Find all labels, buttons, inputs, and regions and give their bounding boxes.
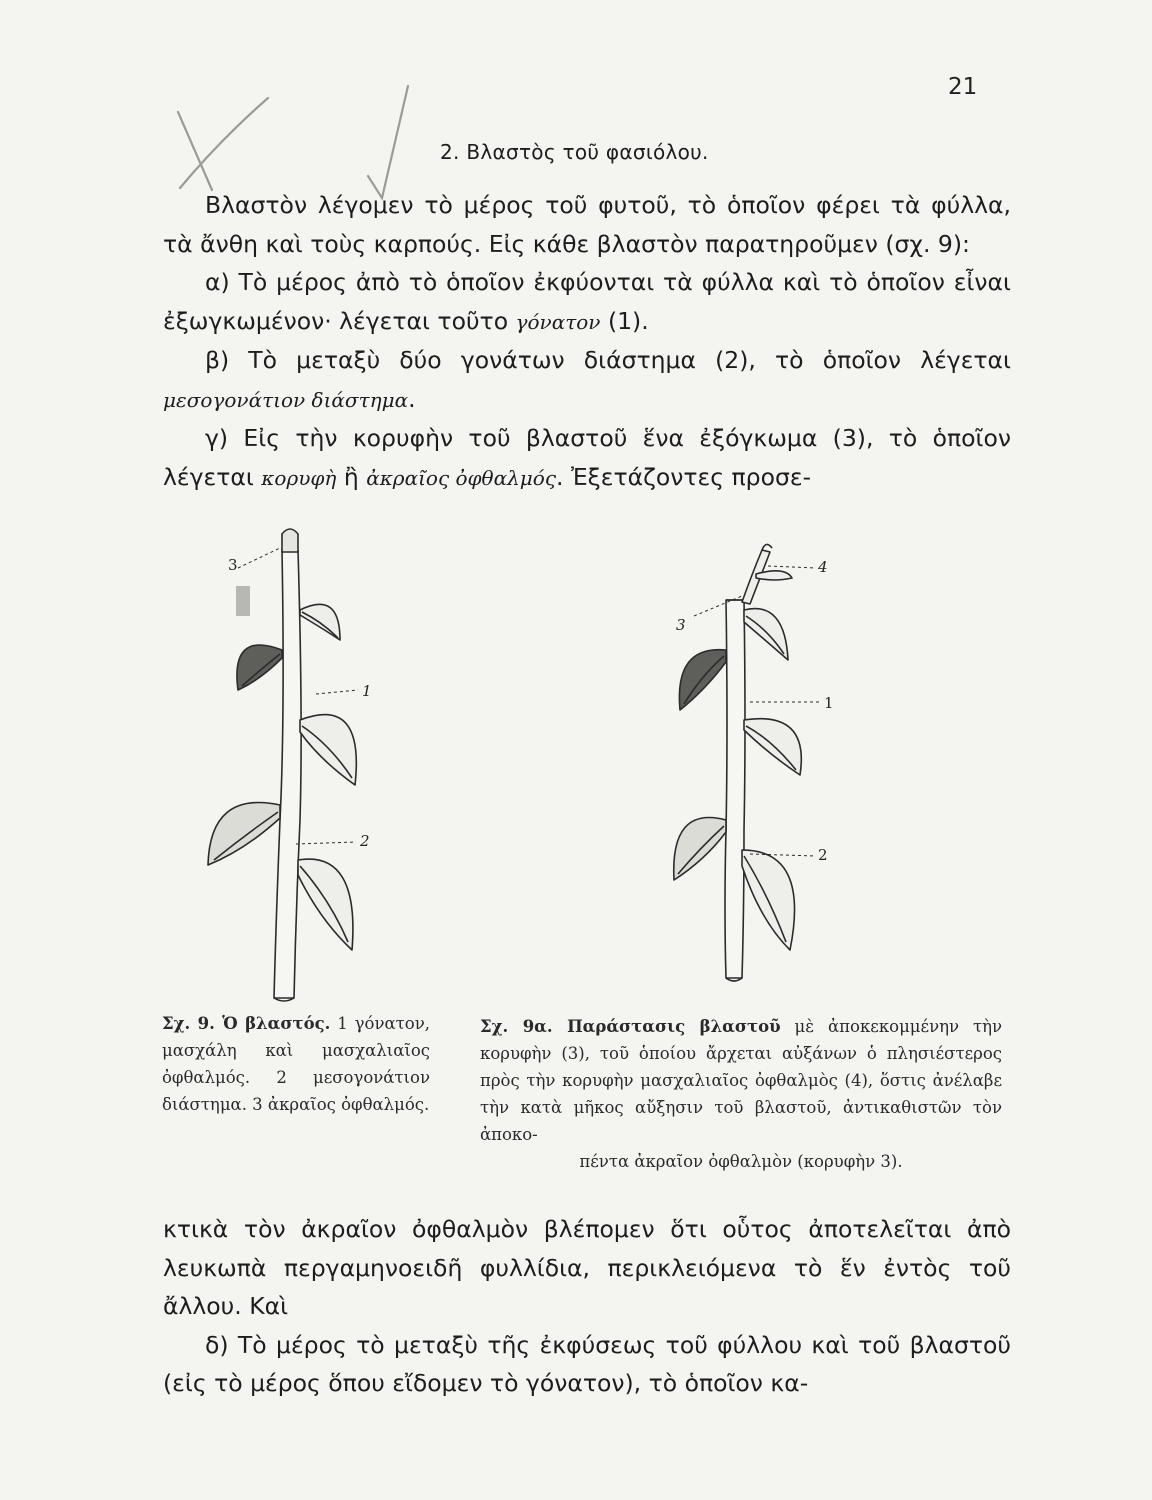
text-run: β) Τὸ μεταξὺ δύο γονάτων διάστημα (2), τὸ ὁποῖον λέγεται <box>205 346 1011 374</box>
figure-9a-caption-last-line: πέντα ἀκραῖον ὀφθαλμὸν (κορυφὴν 3). <box>579 1152 903 1171</box>
label-1: 1 <box>824 694 834 712</box>
text-run: ἢ <box>336 462 367 491</box>
paragraph-d <box>163 1326 1011 1403</box>
paragraph-a <box>163 263 1011 341</box>
stem <box>274 550 301 998</box>
body-text-bottom <box>163 1210 1011 1403</box>
text-run: (1). <box>600 306 649 335</box>
label-2: 2 <box>818 846 828 864</box>
label-4: 4 <box>818 558 828 576</box>
text-run: α) Τὸ μέρος ἀπὸ τὸ ὁποῖον ἐκφύονται τὰ φύλλα καὶ τὸ ὁποῖον εἶναι ἐξωγκωμένον· λέγεται τοῦτο <box>163 268 1011 335</box>
page-number: 21 <box>948 74 978 100</box>
paragraph-c <box>163 419 1011 497</box>
label-3: 3 <box>228 556 238 574</box>
paragraph-continuation <box>163 1210 1011 1326</box>
leaf <box>744 609 788 660</box>
text-run: γ) Εἰς τὴν κορυφὴν τοῦ βλαστοῦ ἕνα ἐξόγκωμα (3), τὸ ὁποῖον λέγεται <box>163 424 1011 491</box>
figure-9a-caption <box>480 1013 1002 1175</box>
figure-9-stem-drawing <box>190 520 410 1010</box>
term-koryfi: κορυφὴ <box>261 465 337 490</box>
figure-9-caption <box>162 1010 430 1118</box>
leaf <box>237 645 282 690</box>
text-run: . <box>408 384 416 413</box>
text-run: δ) Τὸ μέρος τὸ μεταξὺ τῆς ἐκφύσεως τοῦ φύλλου καὶ τοῦ βλαστοῦ (εἰς τὸ μέρος ὅπου εἴδομεν τὸ γόνατον), τὸ ὁποῖον κα- <box>163 1330 1011 1397</box>
leaf <box>756 571 792 580</box>
label-2: 2 <box>360 832 370 850</box>
label-3: 3 <box>676 616 686 634</box>
paragraph-intro <box>163 186 1011 263</box>
label-1: 1 <box>362 682 372 700</box>
term-akraios-ofthalmos: ἀκραῖος ὀφθαλμός <box>366 465 557 490</box>
term-gonaton: γόνατον <box>515 309 601 334</box>
figure-9-caption-label: Σχ. 9. Ὁ βλαστός. <box>162 1014 331 1033</box>
text-run: κτικὰ τὸν ἀκραῖον ὀφθαλμὸν βλέπομεν ὅτι οὗτος ἀποτελεῖται ἀπὸ λευκωπὰ περγαμηνοειδῆ φυλλίδια, περικλειόμενα τὸ ἕν ἐντὸς τοῦ ἄλλου. Καὶ <box>163 1215 1011 1320</box>
section-title: 2. Βλαστὸς τοῦ φασιόλου. <box>440 140 709 164</box>
figure-9-caption-text: 1 γόνατον, μασχάλη καὶ μασχαλιαῖος ὀφθαλμός. 2 μεσογονάτιον διάστημα. 3 ἀκραῖος ὀφθαλμός. <box>162 1014 430 1114</box>
text-run: Βλαστὸν λέγομεν τὸ μέρος τοῦ φυτοῦ, τὸ ὁποῖον φέρει τὰ φύλλα, τὰ ἄνθη καὶ τοὺς καρπούς. Εἰς κάθε βλαστὸν παρατηροῦμεν (σχ. 9): <box>163 191 1011 258</box>
stem <box>725 600 745 978</box>
text-run: . Ἐξετάζοντες προσε- <box>556 462 812 491</box>
figure-9a-caption-text: μὲ ἀποκεκομμένην τὴν κορυφὴν (3), τοῦ ὁποίου ἄρχεται αὐξάνων ὁ πλησιέστερος πρὸς τὴν κορυφὴν μασχαλιαῖος ὀφθαλμὸς (4), ὅστις ἀνέλαβε τὴν κατὰ μῆκος αὔξησιν τοῦ βλαστοῦ, ἀντικαθιστῶν τὸν ἀποκο- <box>480 1017 1002 1144</box>
term-mesogonation: μεσογονάτιον διάστημα <box>163 387 409 412</box>
figure-9a-stem-drawing <box>660 530 860 990</box>
paragraph-b <box>163 341 1011 419</box>
leaf <box>300 715 356 785</box>
body-text-top <box>163 186 1011 497</box>
figure-9a-caption-label: Σχ. 9α. Παράστασις βλαστοῦ <box>480 1017 781 1036</box>
